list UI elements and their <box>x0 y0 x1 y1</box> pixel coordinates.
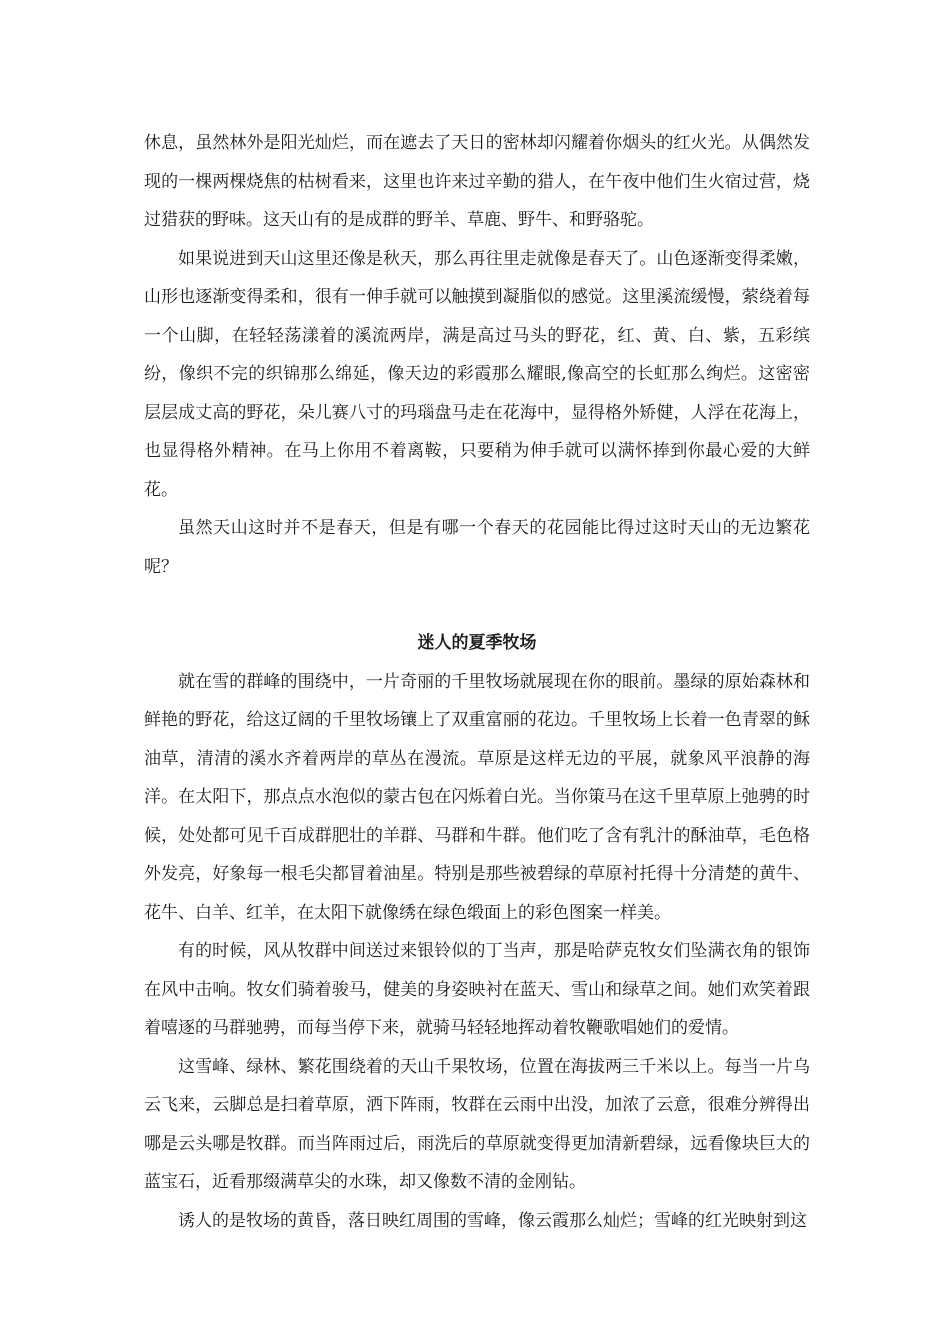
section-title: 迷人的夏季牧场 <box>417 633 537 653</box>
paragraph: 如果说进到天山这里还像是秋天，那么再往里走就像是春天了。山色逐渐变得柔嫩，山形也逐渐变得柔和，很有一伸手就可以触摸到凝脂似的感觉。这里溪流缓慢，萦绕着每一个山脚，在轻轻荡漾着的溪流两岸，满是高过马头的野花，红、黄、白、紫，五彩缤纷，像织不完的织锦那么绵延，像天边的彩霞那么耀眼,像高空的长虹那么绚烂。这密密层层成丈高的野花，朵儿赛八寸的玛瑙盘马走在花海中，显得格外矫健，人浮在花海上，也显得格外精神。在马上你用不着离鞍，只要稍为伸手就可以满怀捧到你最心爱的大鲜花。 <box>144 248 810 500</box>
paragraph: 诱人的是牧场的黄昏，落日映红周围的雪峰，像云霞那么灿烂；雪峰的红光映射到这 <box>178 1210 807 1231</box>
paragraph: 就在雪的群峰的围绕中，一片奇丽的千里牧场就展现在你的眼前。墨绿的原始森林和鲜艳的野花，给这辽阔的千里牧场镶上了双重富丽的花边。千里牧场上长着一色青翠的稣油草，清清的溪水齐着两岸的草丛在漫流。草原是这样无边的平展，就象风平浪静的海洋。在太阳下，那点点水泡似的蒙古包在闪烁着白光。当你策马在这千里草原上弛骋的时候，处处都可见千百成群肥壮的羊群、马群和牛群。他们吃了含有乳汁的酥油草，毛色格外发亮，好象每一根毛尖都冒着油星。特别是那些被碧绿的草原衬托得十分清楚的黄牛、花牛、白羊、红羊，在太阳下就像绣在绿色缎面上的彩色图案一样美。 <box>144 671 810 923</box>
paragraph: 休息，虽然林外是阳光灿烂，而在遮去了天日的密林却闪耀着你烟头的红火光。从偶然发现的一棵两棵烧焦的枯树看来，这里也许来过辛勤的猎人，在午夜中他们生火宿过营，烧过猎获的野味。这天山有的是成群的野羊、草鹿、野牛、和野骆驼。 <box>144 133 810 230</box>
paragraph: 虽然天山这时并不是春天，但是有哪一个春天的花园能比得过这时天山的无边繁花呢？ <box>144 518 810 577</box>
paragraph: 有的时候，风从牧群中间送过来银铃似的丁当声，那是哈萨克牧女们坠满衣角的银饰在风中击响。牧女们骑着骏马，健美的身姿映衬在蓝天、雪山和绿草之间。她们欢笑着跟着嘻逐的马群驰骋，而每当停下来，就骑马轻轻地挥动着牧鞭歌唱她们的爱情。 <box>144 941 810 1038</box>
document-body <box>144 124 810 1240</box>
paragraph: 这雪峰、绿林、繁花围绕着的天山千果牧场，位置在海拔两三千米以上。每当一片乌云飞来，云脚总是扫着草原，洒下阵雨，牧群在云雨中出没，加浓了云意，很难分辨得出哪是云头哪是牧群。而当阵雨过后，雨洗后的草原就变得更加清新碧绿，远看像块巨大的蓝宝石，近看那缀满草尖的水珠，却又像数不清的金刚钻。 <box>144 1056 810 1192</box>
